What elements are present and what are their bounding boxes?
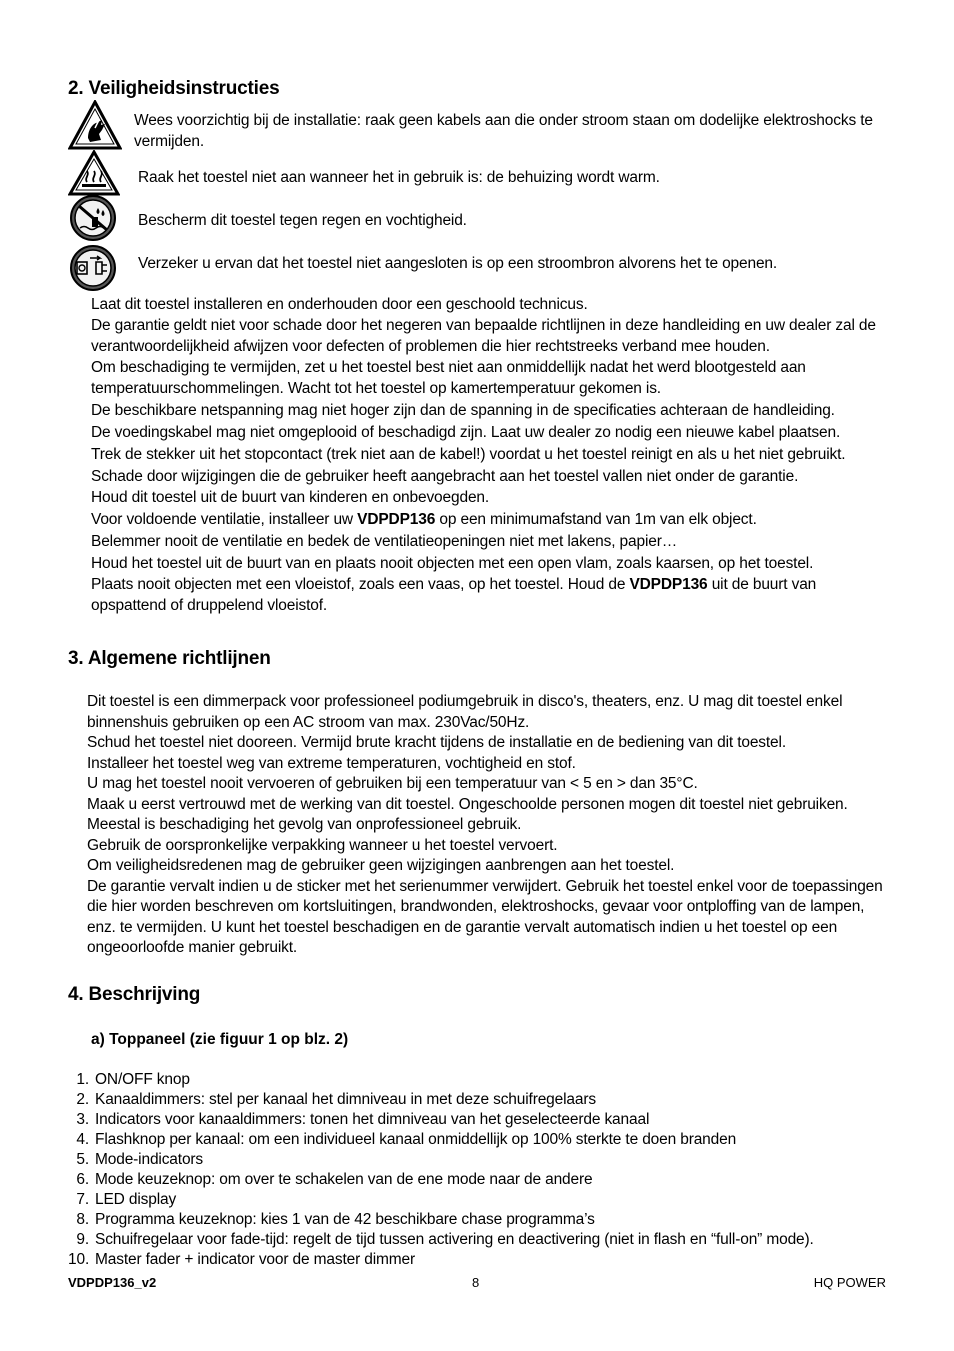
guideline-line: Schud het toestel niet dooreen. Vermijd brute kracht tijdens de installatie en de bediening van dit toestel.	[87, 734, 786, 751]
footer-brand: HQ POWER	[813, 1275, 886, 1290]
list-item: 7. LED display	[76, 1191, 177, 1208]
footer-model: VDPDP136_v2	[68, 1275, 157, 1290]
warning-text-hot: Raak het toestel niet aan wanneer het in gebruik is: de behuizing wordt warm.	[138, 169, 660, 186]
safety-line: Houd dit toestel uit de buurt van kinderen en onbevoegden.	[91, 489, 490, 506]
safety-line: De beschikbare netspanning mag niet hoger zijn dan de spanning in de specificaties achteraan de handleiding.	[91, 402, 835, 419]
safety-line: Schade door wijzigingen die de gebruiker heeft aangebracht aan het toestel vallen niet onder de garantie.	[91, 468, 799, 485]
guideline-line: Maak u eerst vertrouwd met de werking van dit toestel. Ongeschoolde personen mogen dit toestel niet gebruiken. Meestal is beschadiging het gevolg van onprofessioneel gebruik.	[87, 795, 848, 833]
warning-text-shock: Wees voorzichtig bij de installatie: raak geen kabels aan die onder stroom staan om dodelijke elektroshocks te vermijden.	[134, 112, 873, 150]
model-name: VDPDP136	[357, 511, 436, 528]
list-item: 6. Mode keuzeknop: om over te schakelen van de ene mode naar de andere	[76, 1171, 593, 1188]
warning-row-water	[68, 194, 898, 242]
safety-line: Om beschadiging te vermijden, zet u het toestel best niet aan onmiddellijk nadat het werd blootgesteld aan temperatuurschommelingen. Wacht tot het toestel op kamertemperatuur gekomen is.	[91, 359, 806, 397]
guideline-line: Om veiligheidsredenen mag de gebruiker geen wijzigingen aanbrengen aan het toestel.	[87, 857, 675, 874]
model-name: VDPDP136	[629, 576, 708, 593]
warning-text-water: Bescherm dit toestel tegen regen en vochtigheid.	[138, 212, 467, 229]
list-item: 1. ON/OFF knop	[76, 1071, 190, 1088]
electric-shock-warning-icon	[68, 100, 122, 150]
guideline-line: Dit toestel is een dimmerpack voor professioneel podiumgebruik in disco's, theaters, enz. U mag dit toestel enkel binnenshuis gebruiken op een AC stroom van max. 230Vac/50Hz.	[87, 693, 843, 731]
no-water-icon	[68, 194, 118, 242]
safety-line: Belemmer nooit de ventilatie en bedek de ventilatieopeningen niet met lakens, papier…	[91, 533, 678, 550]
warning-text-unplug: Verzeker u ervan dat het toestel niet aangesloten is op een stroombron alvorens het te openen.	[138, 255, 778, 272]
warning-row-shock	[68, 100, 898, 154]
hot-surface-warning-icon	[68, 150, 120, 196]
guideline-line: U mag het toestel nooit vervoeren of gebruiken bij een temperatuur van < 5 en > dan 35°C.	[87, 775, 698, 792]
warning-row-hot	[68, 150, 898, 196]
section-4-heading: 4. Beschrijving	[68, 984, 201, 1005]
general-guidelines-text	[87, 692, 887, 959]
warning-row-unplug	[68, 244, 898, 292]
list-item: 3. Indicators voor kanaaldimmers: tonen het dimniveau van het geselecteerde kanaal	[76, 1111, 650, 1128]
safety-line: De voedingskabel mag niet omgeplooid of beschadigd zijn. Laat uw dealer zo nodig een nieuwe kabel plaatsen.	[91, 424, 841, 441]
list-item: 9. Schuifregelaar voor fade-tijd: regelt de tijd tussen activering en deactivering (niet in flash en “full-on” mode).	[76, 1231, 814, 1248]
safety-line: Trek de stekker uit het stopcontact (trek niet aan de kabel!) voordat u het toestel reinigt en als u het niet gebruikt.	[91, 446, 846, 463]
list-item: 4. Flashknop per kanaal: om een individueel kanaal onmiddellijk op 100% sterkte te doen branden	[76, 1131, 737, 1148]
section-2-heading: 2. Veiligheidsinstructies	[68, 78, 280, 99]
list-item: 5. Mode-indicators	[76, 1151, 204, 1168]
guideline-line: Installeer het toestel weg van extreme temperaturen, vochtigheid en stof.	[87, 754, 576, 772]
safety-instructions-text	[91, 294, 891, 616]
list-item: 2. Kanaaldimmers: stel per kanaal het dimniveau in met deze schuifregelaars	[76, 1091, 596, 1108]
subsection-heading: a) Toppaneel (zie figuur 1 op blz. 2)	[91, 1031, 349, 1048]
top-panel-list	[68, 1070, 888, 1270]
safety-line: De garantie geldt niet voor schade door het negeren van bepaalde richtlijnen in deze handleiding en uw dealer zal de verantwoordelijkheid afwijzen voor defecten of problemen die hier rechtstreeks verband mee houden.	[91, 317, 876, 355]
section-3-heading: 3. Algemene richtlijnen	[68, 648, 271, 669]
list-item: 10. Master fader + indicator voor de master dimmer	[68, 1251, 416, 1268]
footer-page-number: 8	[472, 1275, 480, 1290]
safety-line: Plaats nooit objecten met een vloeistof, zoals een vaas, op het toestel. Houd de VDPDP136 uit de buurt van opspattend of druppelend vloeistof.	[91, 576, 817, 614]
list-item: 8. Programma keuzeknop: kies 1 van de 42 beschikbare chase programma’s	[76, 1211, 595, 1228]
safety-line: Voor voldoende ventilatie, installeer uw VDPDP136 op een minimumafstand van 1m van elk object.	[91, 511, 757, 528]
unplug-icon	[68, 244, 118, 292]
safety-line: Houd het toestel uit de buurt van en plaats nooit objecten met een open vlam, zoals kaarsen, op het toestel.	[91, 555, 814, 572]
guideline-line: De garantie vervalt indien u de sticker met het serienummer verwijdert. Gebruik het toestel enkel voor de toepassingen die hier worden beschreven om kortsluitingen, brandwonden, elektroshocks, gevaar voor ontploffing van de lampen, enz. te vermijden. U kunt het toestel beschadigen en de garantie vervalt automatisch indien u het toestel op een ongeoorloofde manier gebruikt.	[87, 877, 883, 956]
safety-line: Laat dit toestel installeren en onderhouden door een geschoold technicus.	[91, 296, 588, 313]
guideline-line: Gebruik de oorspronkelijke verpakking wanneer u het toestel vervoert.	[87, 836, 558, 854]
